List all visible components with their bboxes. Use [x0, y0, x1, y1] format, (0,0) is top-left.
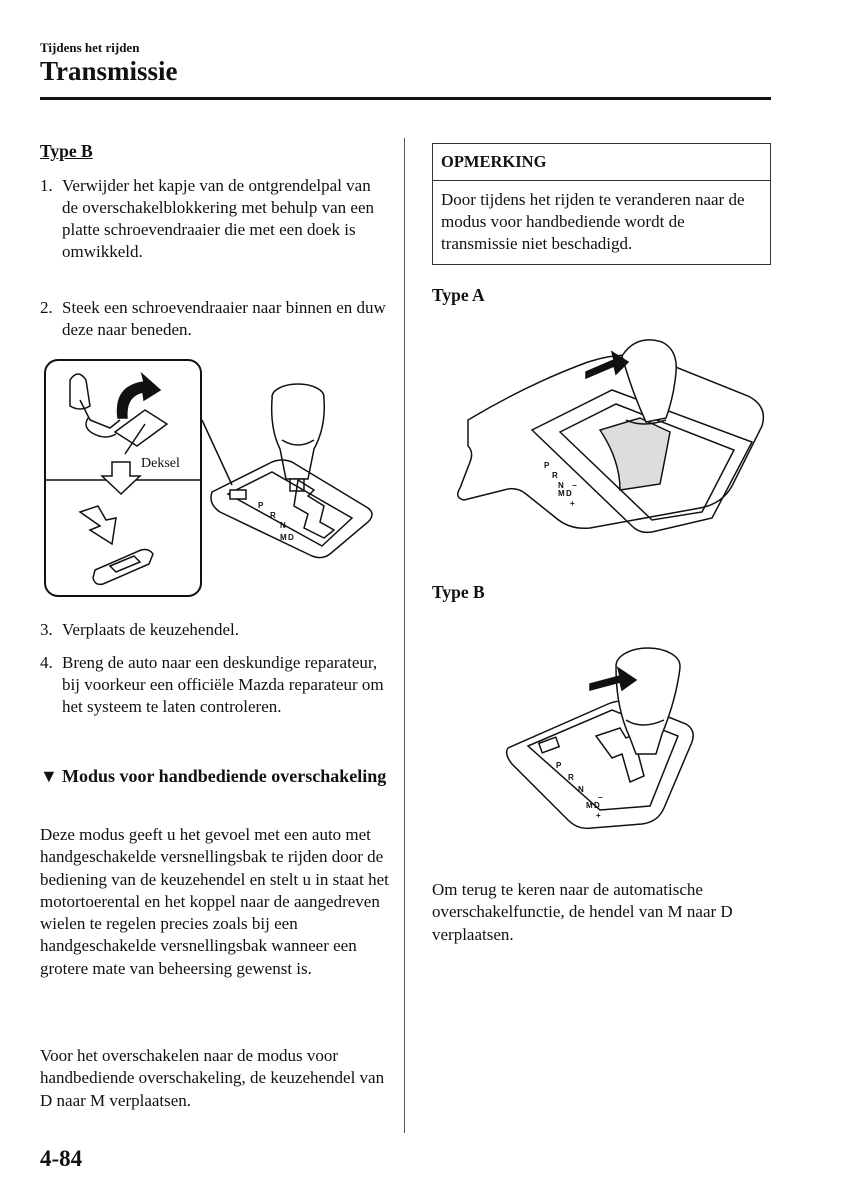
list-number: 2. — [40, 298, 53, 317]
note-text: Door tijdens het rijden te veranderen naar de modus voor handbediende wordt de transmissie niet beschadigd. — [441, 190, 745, 253]
gate-label-m-a: M — [558, 489, 565, 498]
figure-label-deksel: Deksel — [141, 456, 180, 471]
page-title: Transmissie — [40, 56, 178, 86]
mode-paragraph-1: Deze modus geeft u het gevoel met een auto met handgeschakelde versnellingsbak te rijden door de bediening van de keuzehendel en stelt u in staat het motortoerental en het koppel naar de aangedreven wielen te regelen precies zoals bij een handgeschakelde versnellingsbak wanneer een grotere mate van beheersing gewenst is. — [40, 825, 389, 978]
gate-label-r-a: R — [552, 471, 558, 480]
closing-paragraph: Om terug te keren naar de automatische overschakelfunctie, de hendel van M naar D verplaatsen. — [432, 880, 733, 944]
list-number: 3. — [40, 620, 53, 639]
mode-paragraph-2: Voor het overschakelen naar de modus voor handbediende overschakeling, de keuzehendel van D naar M verplaatsen. — [40, 1046, 385, 1110]
gate-label-d: D — [288, 533, 294, 542]
list-text: Verwijder het kapje van de ontgrendelpal van de overschakelblokkering met behulp van een platte schroevendraaier die met een doek is omwikkeld. — [62, 176, 375, 261]
page-number: 4-84 — [40, 1146, 83, 1171]
gate-label-r: R — [270, 511, 276, 520]
list-text: Steek een schroevendraaier naar binnen en duw deze naar beneden. — [62, 298, 386, 339]
triangle-marker-icon: ▼ — [40, 766, 58, 786]
gate-label-plus-b: + — [596, 811, 601, 820]
gate-label-m: M — [280, 533, 287, 542]
type-a-heading: Type A — [432, 285, 485, 305]
gate-label-n-a: N — [558, 481, 564, 490]
type-b-heading-right: Type B — [432, 582, 485, 602]
gate-label-r-b: R — [568, 773, 574, 782]
gate-label-p: P — [258, 501, 264, 510]
gate-label-n: N — [280, 521, 286, 530]
list-text: Breng de auto naar een deskundige reparateur, bij voorkeur een officiële Mazda reparateur om het systeem te laten controleren. — [62, 653, 384, 716]
note-heading: OPMERKING — [433, 144, 770, 181]
gate-label-m-b: M — [586, 801, 593, 810]
gate-label-plus-a: + — [570, 499, 575, 508]
gate-label-d-b: D — [594, 801, 600, 810]
gate-label-p-b: P — [556, 761, 562, 770]
gate-label-n-b: N — [578, 785, 584, 794]
type-b-heading-left: Type B — [40, 141, 93, 161]
list-number: 4. — [40, 653, 53, 672]
section-label: Tijdens het rijden — [40, 40, 140, 55]
gate-label-d-a: D — [566, 489, 572, 498]
gate-label-minus-a: − — [572, 481, 577, 490]
list-text: Verplaats de keuzehendel. — [62, 620, 239, 639]
gate-label-p-a: P — [544, 461, 550, 470]
mode-heading-text: Modus voor handbediende overschakeling — [62, 766, 387, 786]
list-number: 1. — [40, 176, 53, 195]
gate-label-minus-b: − — [598, 793, 603, 802]
